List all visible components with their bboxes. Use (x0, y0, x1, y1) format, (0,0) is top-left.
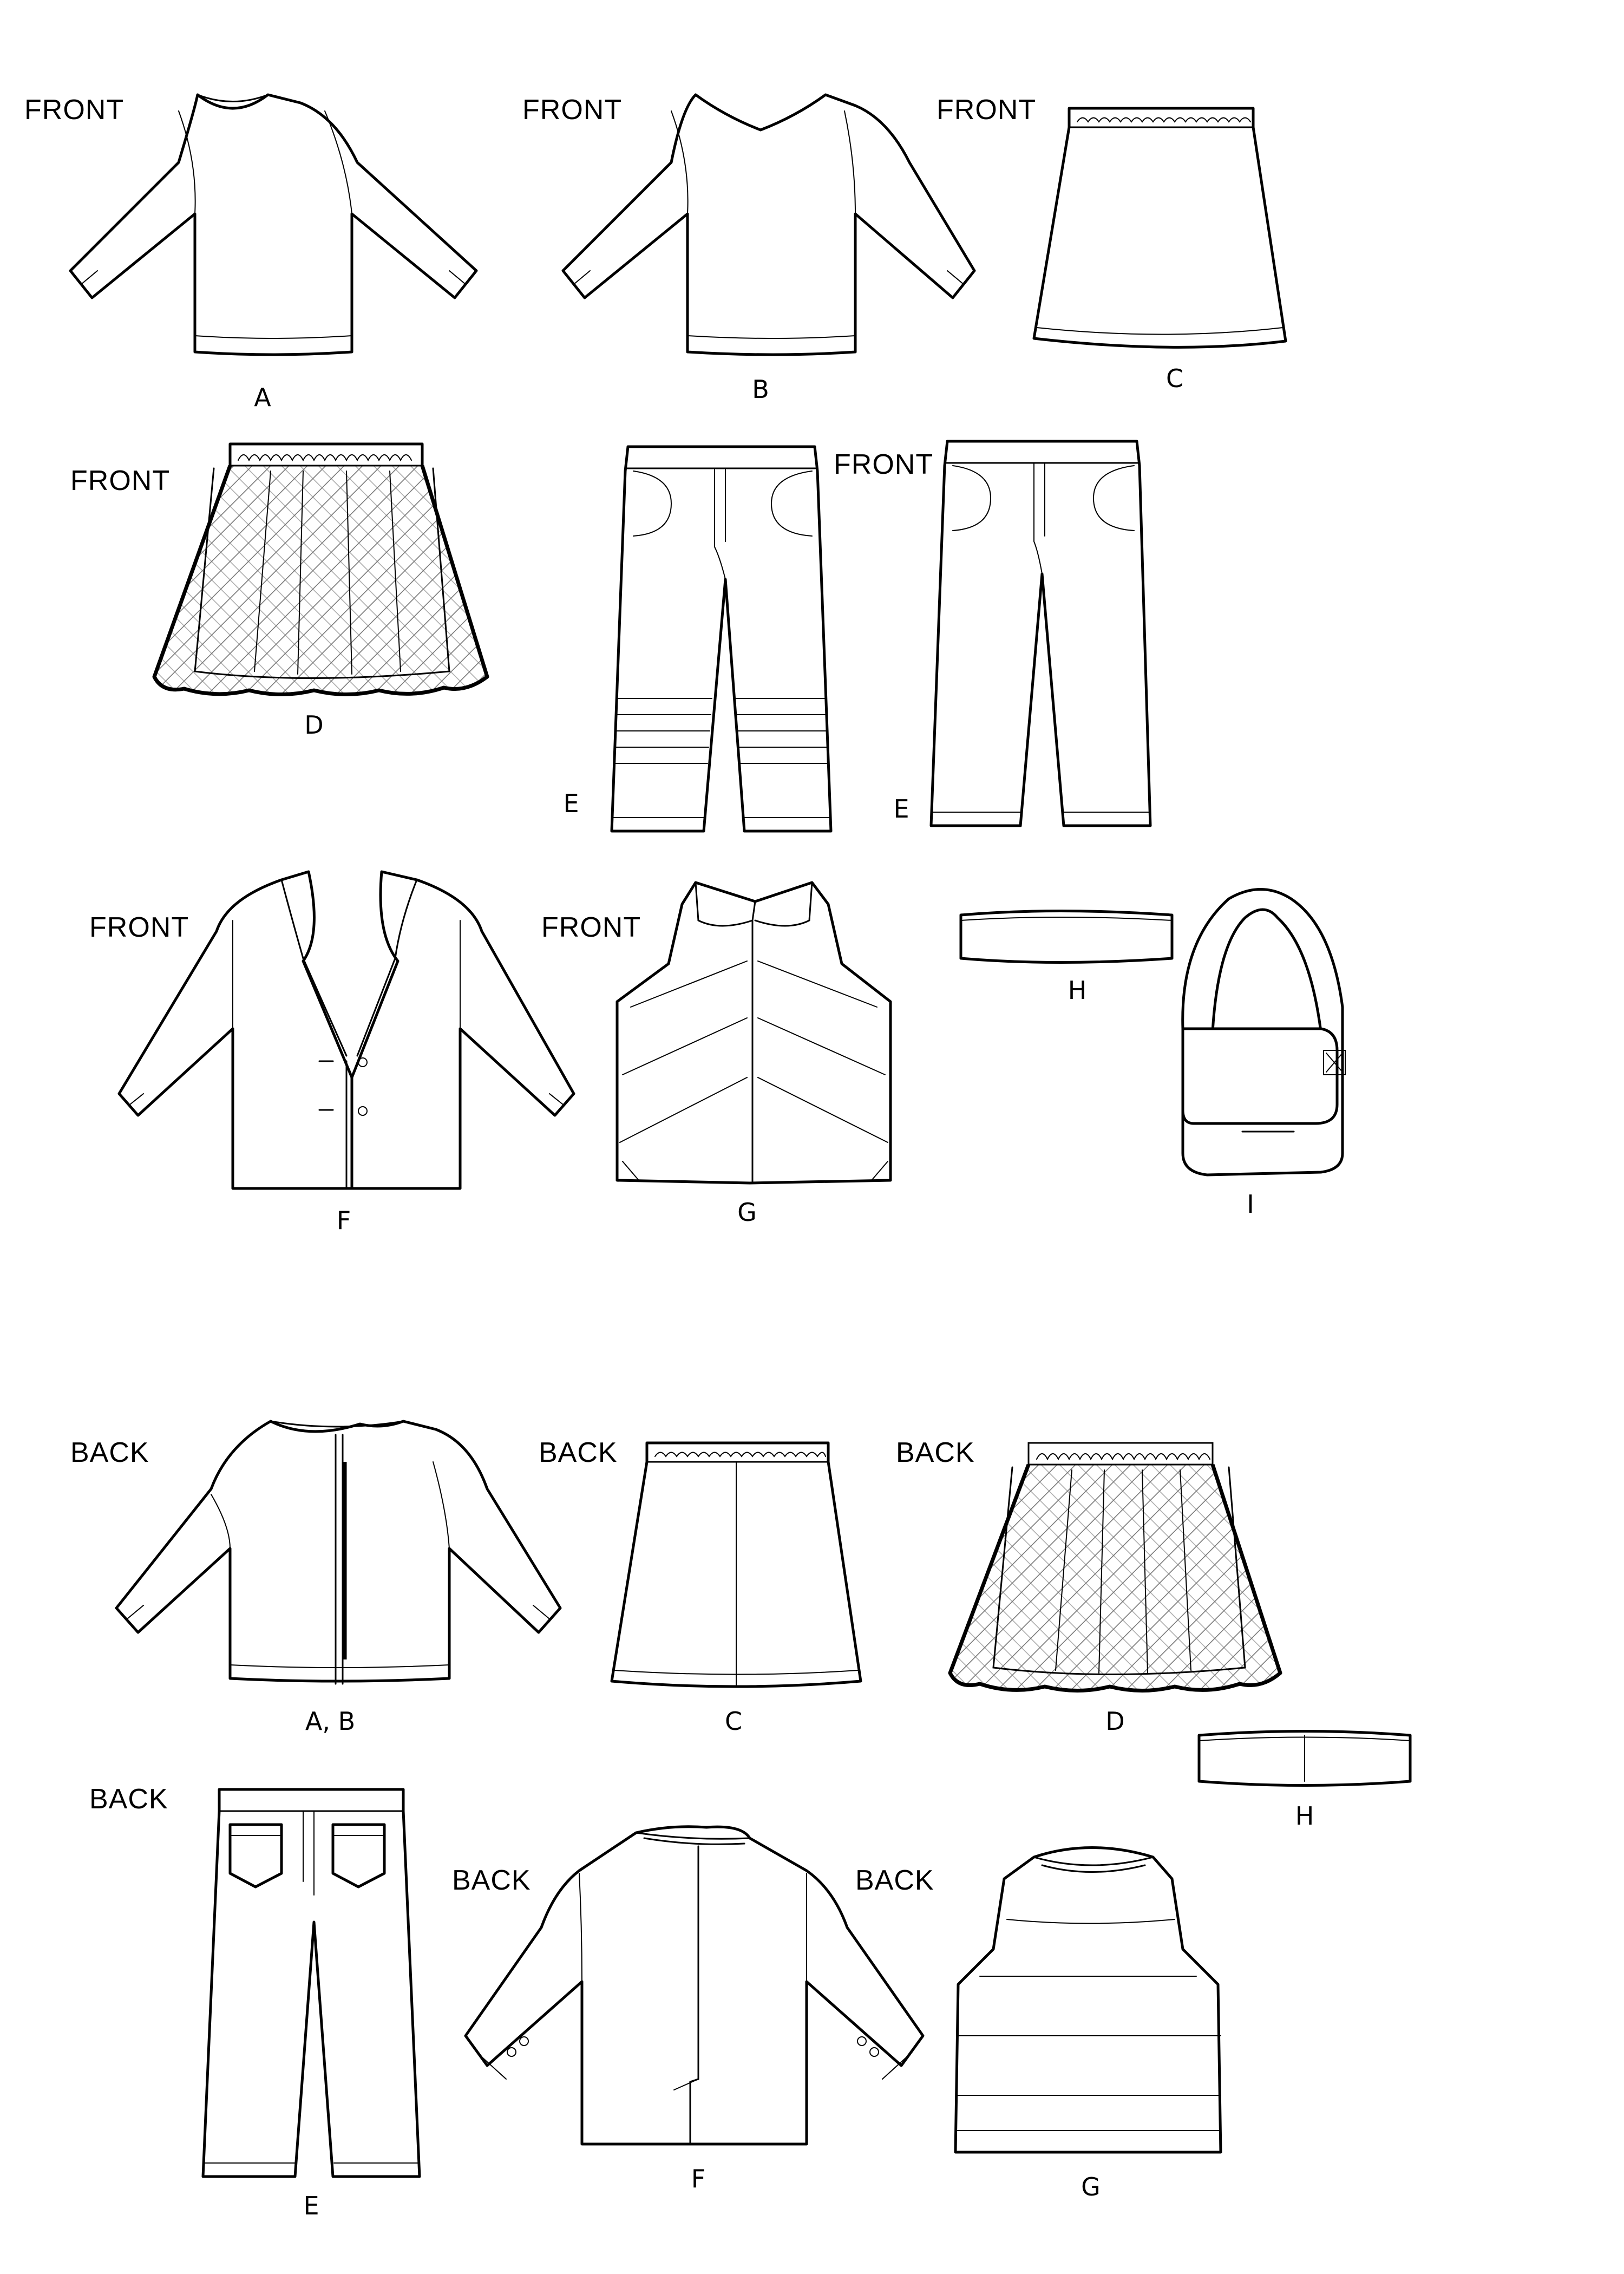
view-label-back-g: BACK (855, 1865, 934, 1896)
view-label-front-c: FRONT (937, 94, 1037, 126)
view-label-back-ab: BACK (70, 1437, 149, 1468)
view-label-front-e: FRONT (834, 449, 934, 480)
view-label-front-f: FRONT (89, 912, 189, 943)
sleeve-button-icon-1 (507, 2048, 516, 2056)
garment-c-skirt-front (1034, 108, 1286, 347)
view-label-back-d: BACK (896, 1437, 975, 1468)
item-label-e-2: E (893, 794, 909, 824)
sleeve-button-icon-4 (857, 2037, 866, 2046)
item-label-d: D (304, 710, 324, 740)
view-label-back-e: BACK (89, 1783, 168, 1815)
garment-ab-top-back (116, 1421, 560, 1684)
item-label-g: G (737, 1198, 757, 1227)
item-label-d-back: D (1105, 1707, 1125, 1736)
garment-d-tulle-skirt-back (950, 1443, 1280, 1691)
item-label-a: A (254, 383, 271, 412)
garment-g-vest-back (955, 1848, 1221, 2153)
view-label-back-f: BACK (452, 1865, 531, 1896)
item-label-ab: A, B (305, 1707, 356, 1736)
view-label-front-g: FRONT (541, 912, 641, 943)
garment-f-jacket-back (466, 1827, 923, 2144)
item-label-b: B (752, 375, 769, 404)
garment-g-vest-front (617, 883, 890, 1183)
item-label-f: F (336, 1206, 351, 1235)
sleeve-button-icon-2 (520, 2037, 528, 2046)
garment-e-pants-front-stripes (612, 447, 831, 831)
view-label-front-d: FRONT (70, 465, 171, 496)
view-label-front-a: FRONT (24, 94, 125, 126)
item-label-h-1: H (1068, 976, 1087, 1005)
garment-e-pants-back (203, 1789, 420, 2177)
item-label-g-back: G (1081, 2172, 1101, 2201)
sleeve-button-icon-3 (870, 2048, 879, 2056)
item-label-i: I (1247, 1190, 1254, 1219)
garment-b-top-front (563, 95, 974, 355)
accessory-h-headband-back (1199, 1731, 1410, 1786)
garment-e-pants-front-plain (931, 441, 1150, 826)
item-label-e-back: E (303, 2191, 319, 2220)
accessory-i-bag (1183, 890, 1345, 1175)
item-label-f-back: F (691, 2164, 706, 2193)
view-label-back-c: BACK (539, 1437, 618, 1468)
garment-a-top-front (70, 95, 476, 355)
item-label-h-2: H (1295, 1801, 1314, 1831)
accessory-h-headband (961, 911, 1172, 963)
item-label-e-1: E (563, 789, 579, 818)
view-label-front-b: FRONT (522, 94, 623, 126)
item-label-c: C (1165, 364, 1184, 393)
item-label-c-back: C (724, 1707, 743, 1736)
garment-d-tulle-skirt-front (154, 444, 487, 695)
garment-c-skirt-back (612, 1443, 861, 1687)
